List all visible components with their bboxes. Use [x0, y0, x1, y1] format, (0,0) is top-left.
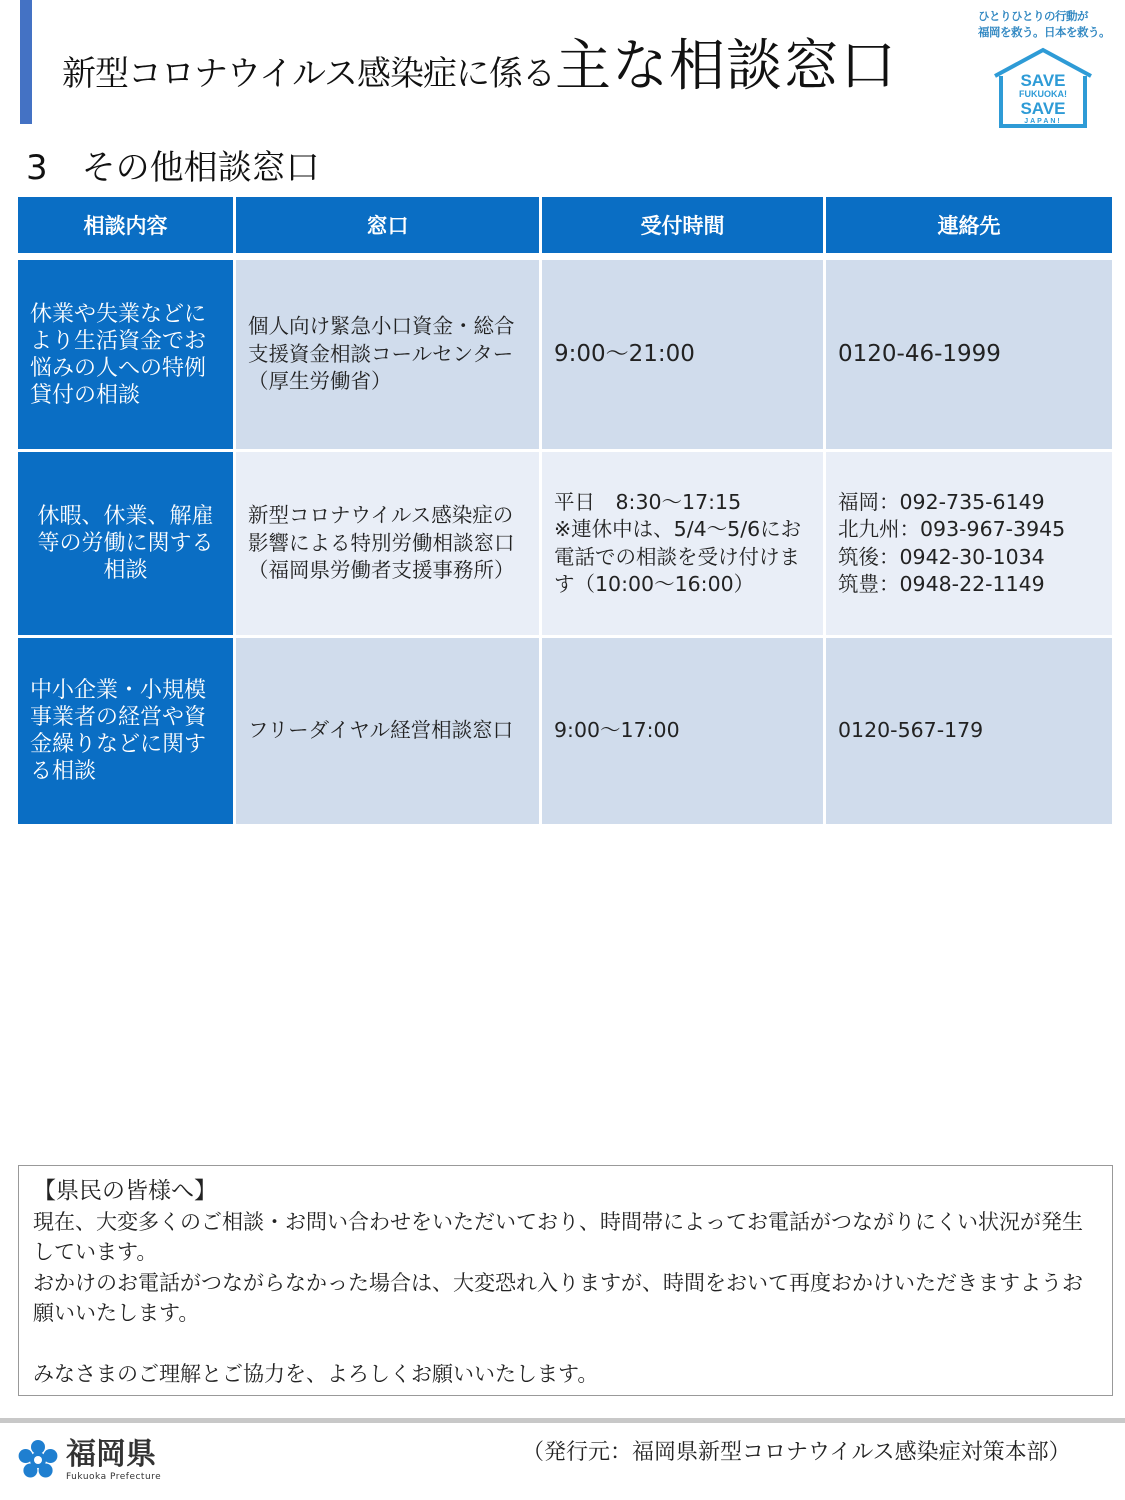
table-row-2-contact[interactable]: 福岡：092-735-6149 北九州：093-967-3945 筑後：0942-30-1034 筑豊：0948-22-1149	[826, 452, 1112, 635]
table-row-1-hours: 9:00～21:00	[542, 260, 823, 449]
plum-blossom-icon	[16, 1438, 60, 1482]
table-row-2-category: 休暇、休業、解雇等の労働に関する相談	[18, 452, 233, 635]
column-header-contact: 連絡先	[826, 197, 1112, 253]
house-logo-icon	[991, 46, 1095, 130]
footer-divider	[0, 1418, 1125, 1423]
notice-box	[18, 1165, 1113, 1396]
logo-text-japan: JAPAN!	[1024, 118, 1062, 125]
logo-tagline: ひとりひとりの行動が 福岡を救う。日本を救う。	[978, 9, 1110, 39]
table-row-1-window: 個人向け緊急小口資金・総合支援資金相談コールセンター（厚生労働省）	[236, 260, 539, 449]
notice-paragraph-2: おかけのお電話がつながらなかった場合は、大変恐れ入りますが、時間をおいて再度おかけいただきますようお願いいたします。	[33, 1270, 1083, 1325]
table-row-1-category: 休業や失業などにより生活資金でお悩みの人への特例貸付の相談	[18, 260, 233, 449]
column-header-content: 相談内容	[18, 197, 233, 253]
table-row-3-contact[interactable]: 0120-567-179	[826, 638, 1112, 824]
notice-paragraph-1: 現在、大変多くのご相談・お問い合わせをいただいており、時間帯によってお電話がつながりにくい状況が発生しています。	[33, 1209, 1083, 1264]
prefecture-name-en: Fukuoka Prefecture	[66, 1472, 162, 1482]
notice-paragraph-3: みなさまのご理解とご協力を、よろしくお願いいたします。	[33, 1361, 599, 1386]
logo-text-fukuoka: FUKUOKA!	[1019, 89, 1067, 99]
table-row-3-window: フリーダイヤル経営相談窓口	[236, 638, 539, 824]
table-row-2-window: 新型コロナウイルス感染症の影響による特別労働相談窓口（福岡県労働者支援事務所）	[236, 452, 539, 635]
logo-text-save-1: SAVE	[1020, 71, 1066, 90]
table-row-1-contact[interactable]: 0120-46-1999	[826, 260, 1112, 449]
prefecture-name: 福岡県	[66, 1437, 156, 1472]
page-title-main: 主な相談窓口	[554, 34, 897, 99]
page-title	[62, 22, 897, 102]
page-title-prefix: 新型コロナウイルス感染症に係る	[62, 54, 555, 94]
table-row-3-category: 中小企業・小規模事業者の経営や資金繰りなどに関する相談	[18, 638, 233, 824]
column-header-window: 窓口	[236, 197, 539, 253]
publisher-note: （発行元：福岡県新型コロナウイルス感染症対策本部）	[522, 1440, 1071, 1465]
section-title: 3 その他相談窓口	[26, 148, 320, 188]
logo-text-save-2: SAVE	[1020, 99, 1066, 118]
title-accent-bar	[20, 0, 32, 124]
table-row-3-hours: 9:00～17:00	[542, 638, 823, 824]
save-fukuoka-logo	[975, 8, 1115, 130]
table-row-2-hours: 平日 8:30～17:15 ※連休中は、5/4～5/6にお電話での相談を受け付けます（10:00～16:00）	[542, 452, 823, 635]
fukuoka-prefecture-logo	[16, 1438, 161, 1482]
notice-heading: 【県民の皆様へ】	[33, 1178, 217, 1204]
column-header-hours: 受付時間	[542, 197, 823, 253]
